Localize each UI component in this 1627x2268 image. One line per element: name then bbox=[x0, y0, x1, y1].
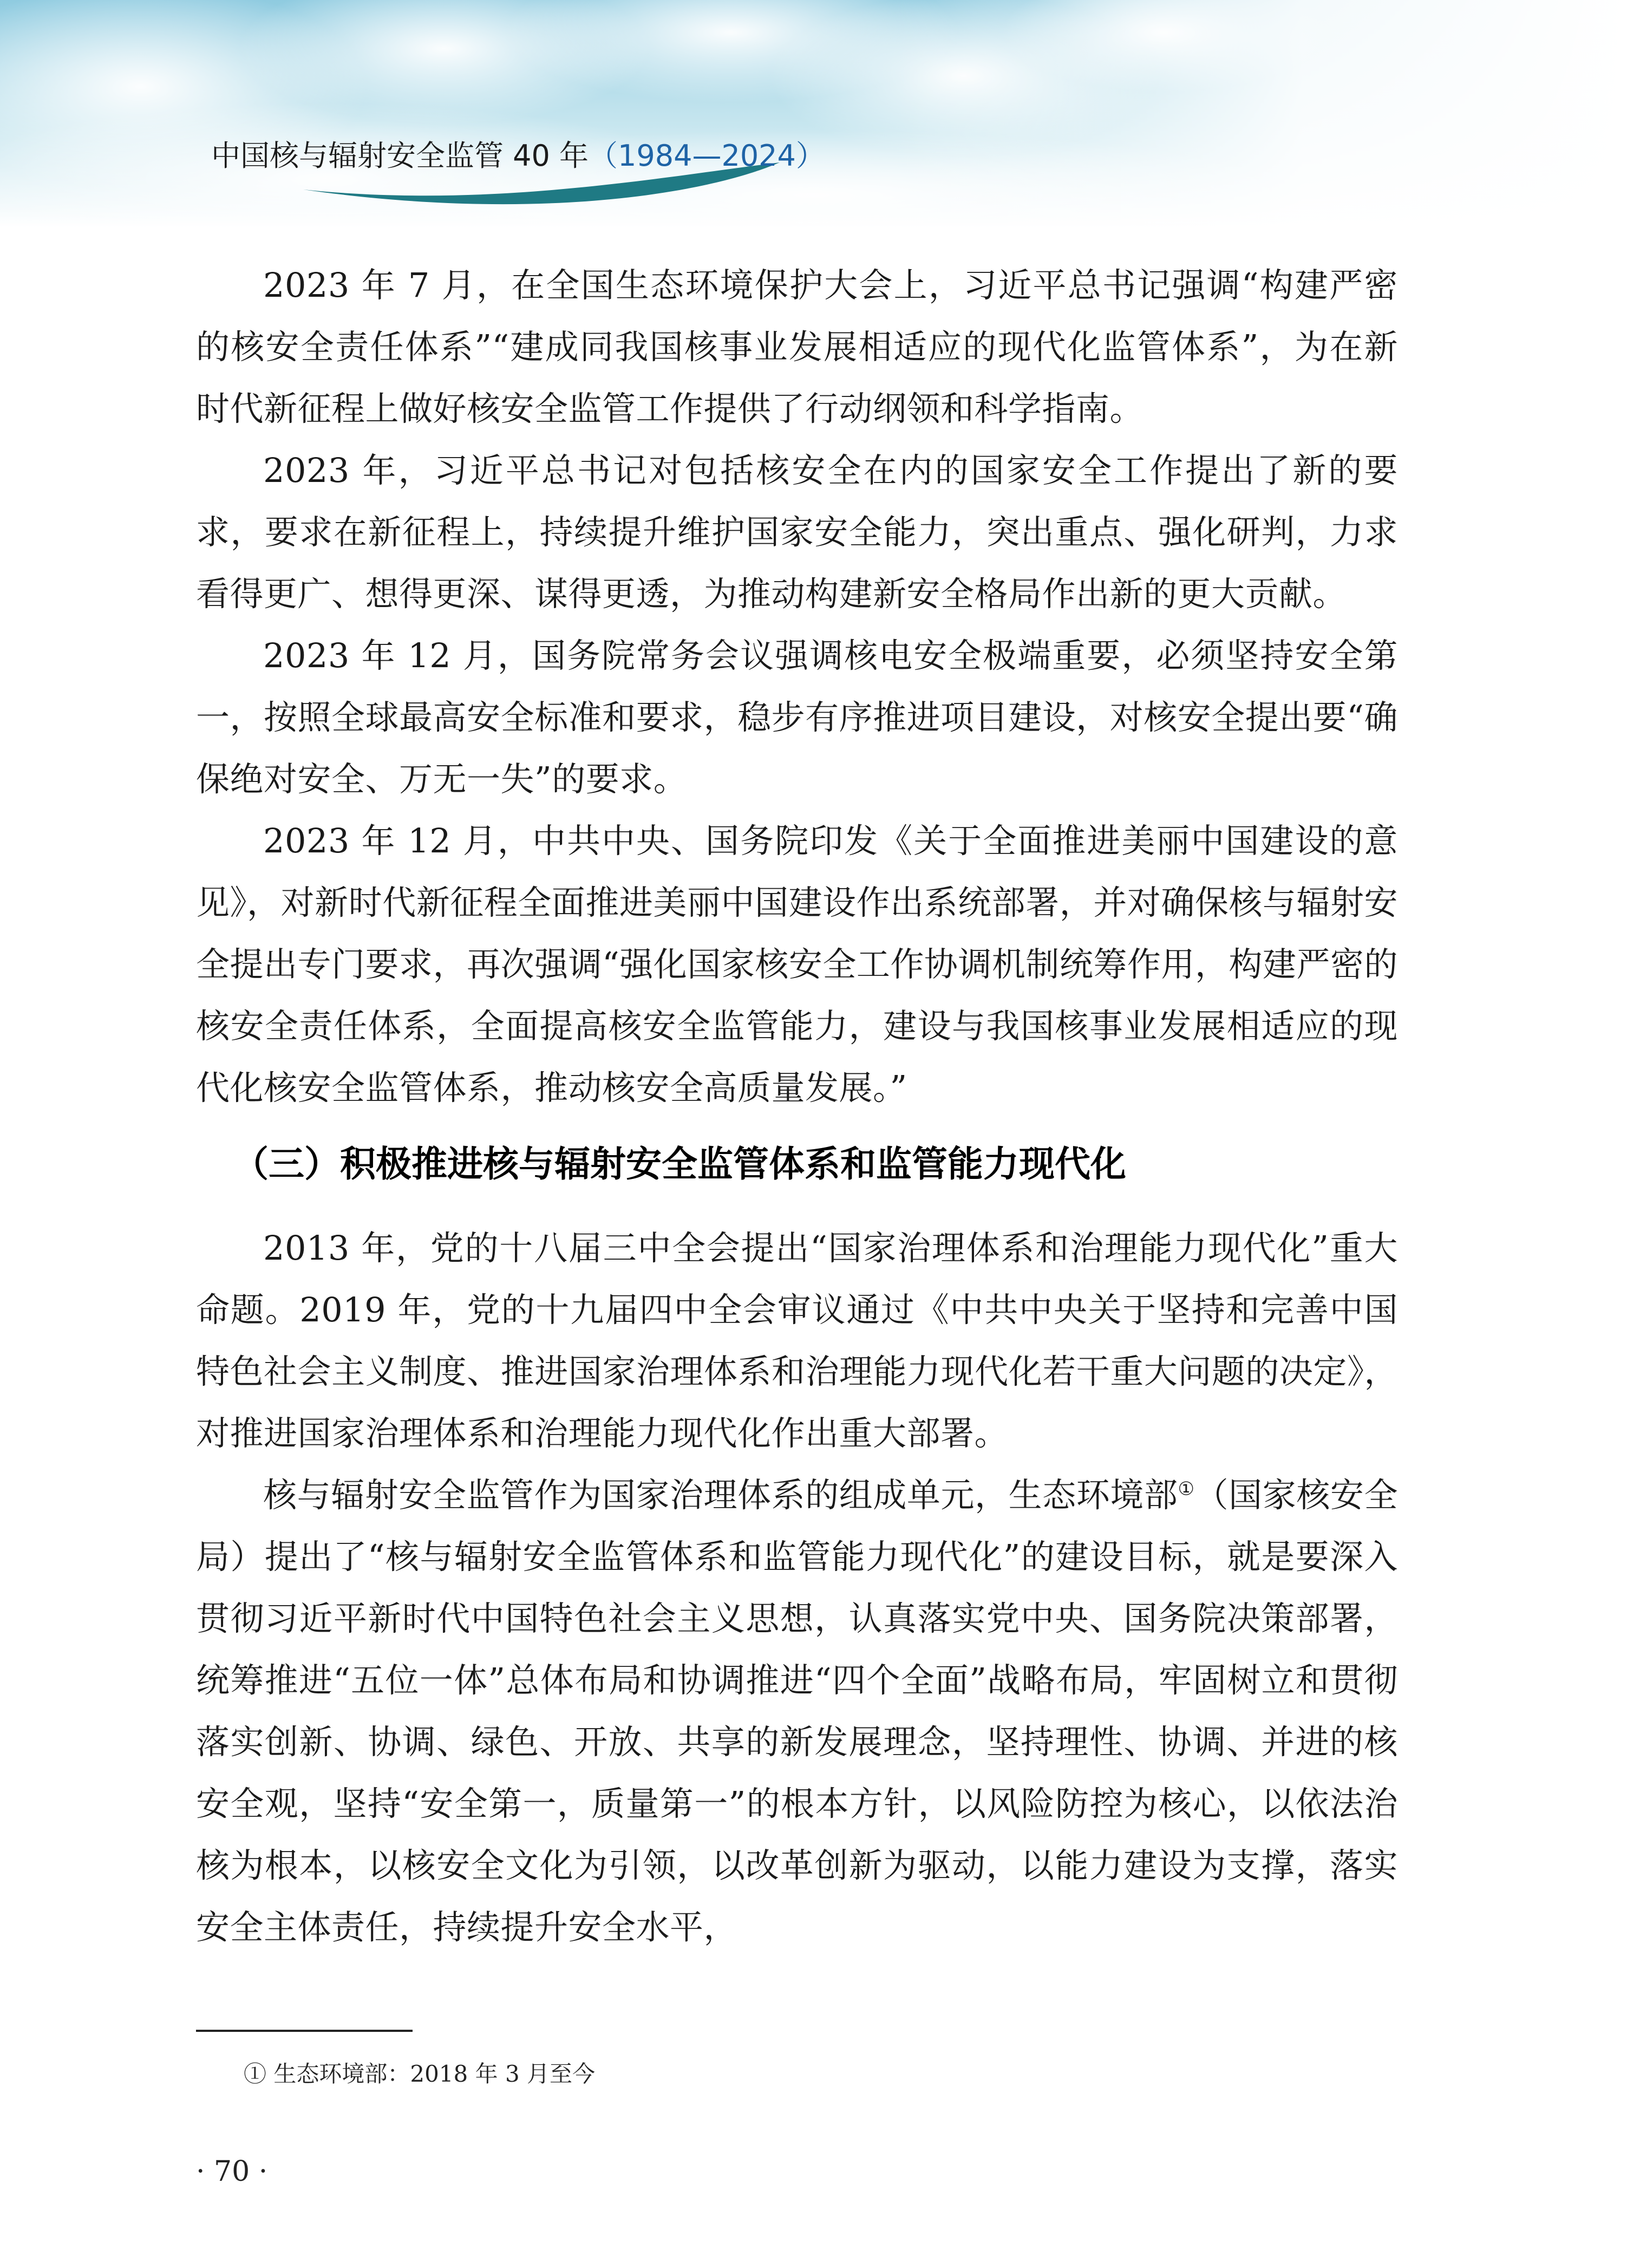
page-number: · 70 · bbox=[196, 2155, 268, 2188]
paragraph-text-before-note: 核与辐射安全监管作为国家治理体系的组成单元，生态环境部 bbox=[263, 1475, 1178, 1515]
paragraph-with-footnote bbox=[196, 1464, 1398, 1958]
header-title-main: 中国核与辐射安全监管 40 年 bbox=[211, 139, 589, 173]
footnote-divider bbox=[196, 2030, 413, 2032]
paragraph: 2013 年，党的十八届三中全会提出“国家治理体系和治理能力现代化”重大命题。2019 年，党的十九届四中全会审议通过《中共中央关于坚持和完善中国特色社会主义制度、推进国家治理体系和治理能力现代化若干重大问题的决定》，对推进国家治理体系和治理能力现代化作出重大部署。 bbox=[196, 1228, 1398, 1453]
section-heading: （三）积极推进核与辐射安全监管体系和监管能力现代化 bbox=[233, 1143, 1126, 1185]
header-title-years: （1984—2024） bbox=[589, 139, 825, 173]
paragraph: 2023 年 12 月，中共中央、国务院印发《关于全面推进美丽中国建设的意见》，对新时代新征程全面推进美丽中国建设作出系统部署，并对确保核与辐射安全提出专门要求，再次强调“强化国家核安全工作协调机制统筹作用，构建严密的核安全责任体系，全面提高核安全监管能力，建设与我国核事业发展相适应的现代化核安全监管体系，推动核安全高质量发展。” bbox=[196, 821, 1398, 1107]
footnote-marker[interactable]: ① bbox=[1178, 1478, 1195, 1500]
page-header bbox=[0, 0, 1627, 255]
sky-cloud-banner bbox=[0, 0, 1627, 255]
paragraph: 2023 年 7 月，在全国生态环境保护大会上，习近平总书记强调“构建严密的核安全责任体系”“建成同我国核事业发展相适应的现代化监管体系”，为在新时代新征程上做好核安全监管工作提供了行动纲领和科学指南。 bbox=[196, 265, 1398, 428]
paragraph-text-after-note: （国家核安全局）提出了“核与辐射安全监管体系和监管能力现代化”的建设目标，就是要深入贯彻习近平新时代中国特色社会主义思想，认真落实党中央、国务院决策部署，统筹推进“五位一体”总体布局和协调推进“四个全面”战略布局，牢固树立和贯彻落实创新、协调、绿色、开放、共享的新发展理念，坚持理性、协调、并进的核安全观，坚持“安全第一，质量第一”的根本方针，以风险防控为核心，以依法治核为根本，以核安全文化为引领，以改革创新为驱动，以能力建设为支撑，落实安全主体责任，持续提升安全水平， bbox=[196, 1475, 1398, 1947]
paragraph: 2023 年，习近平总书记对包括核安全在内的国家安全工作提出了新的要求，要求在新征程上，持续提升维护国家安全能力，突出重点、强化研判，力求看得更广、想得更深、谋得更透，为推动构建新安全格局作出新的更大贡献。 bbox=[196, 451, 1398, 614]
running-header-title bbox=[211, 133, 825, 174]
page-body bbox=[196, 255, 1398, 1958]
paragraph: 2023 年 12 月，国务院常务会议强调核电安全极端重要，必须坚持安全第一，按照全球最高安全标准和要求，稳步有序推进项目建设，对核安全提出要“确保绝对安全、万无一失”的要求。 bbox=[196, 636, 1398, 799]
footnote: ① 生态环境部：2018 年 3 月至今 bbox=[244, 2061, 596, 2087]
